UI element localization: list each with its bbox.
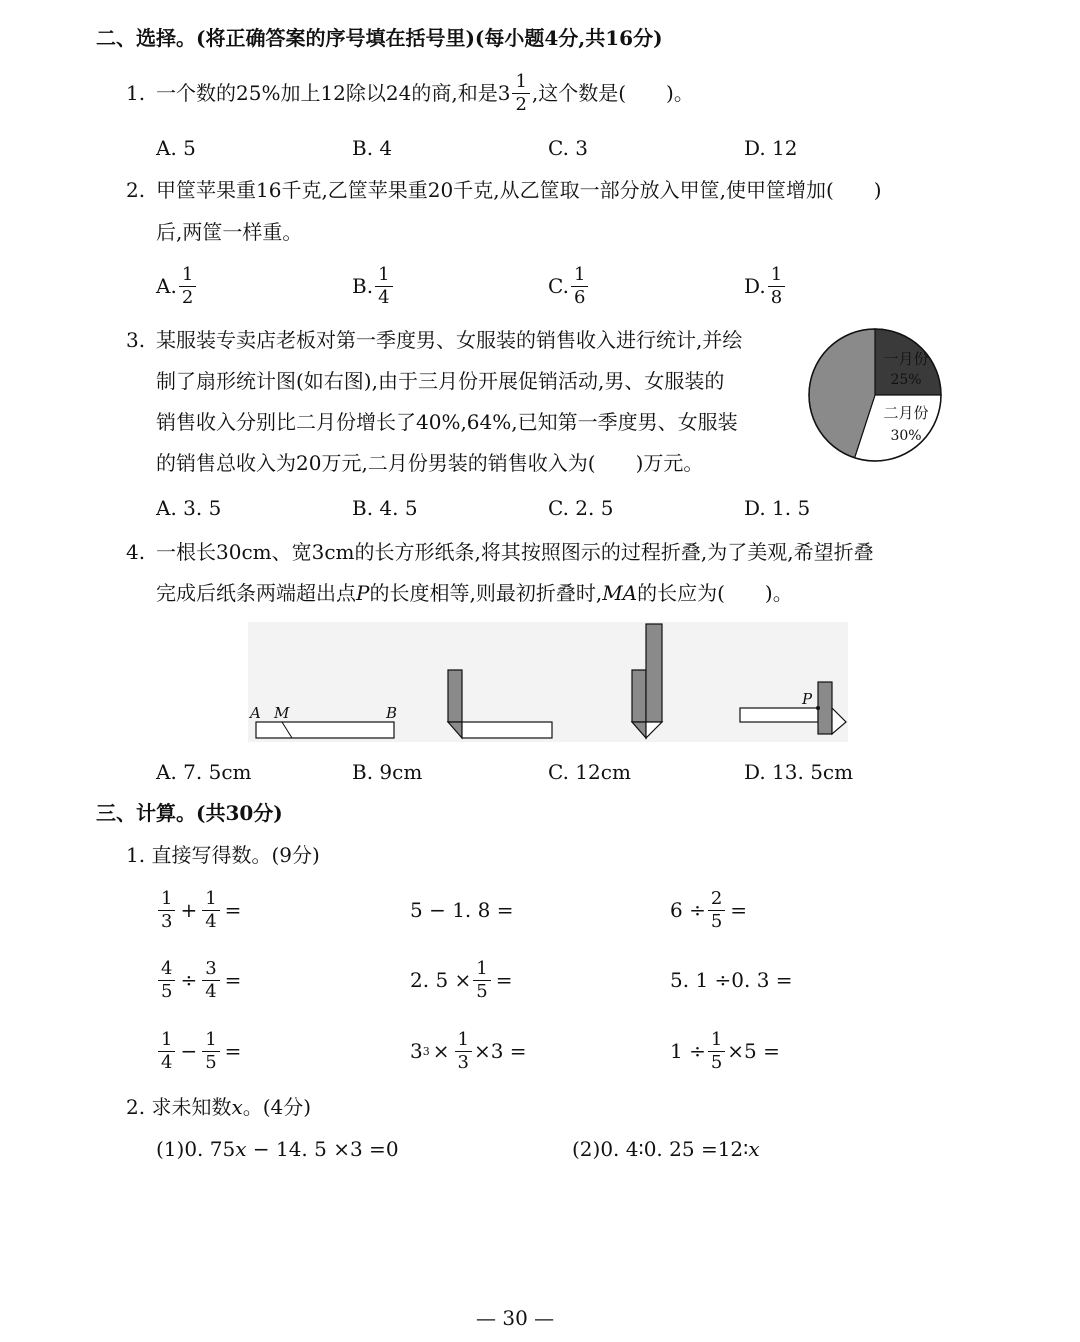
section3-title: 三、计算。(共30分) <box>96 801 283 825</box>
equals-sign: = <box>224 898 242 922</box>
fold-step4-strip <box>740 708 818 722</box>
pie-svg <box>806 326 944 464</box>
q2-option-a-fraction <box>179 263 196 308</box>
fraction <box>708 887 725 932</box>
frac-den: 4 <box>205 910 217 932</box>
q4-option-a: A. 7. 5cm <box>156 760 252 784</box>
calc-r1c2: 5 − 1. 8 = <box>410 898 514 922</box>
q3-option-d: D. 1. 5 <box>744 496 811 520</box>
q3-line1: 某服装专卖店老板对第一季度男、女服装的销售收入进行统计,并绘 <box>156 328 743 352</box>
q3-option-a: A. 3. 5 <box>156 496 222 520</box>
calc-r2c2-a: 2. 5 × <box>410 968 472 992</box>
q1-frac-num: 1 <box>512 73 529 94</box>
frac-den: 5 <box>161 980 173 1002</box>
frac-num: 4 <box>158 960 175 981</box>
equals-sign: = <box>495 968 513 992</box>
fold-step3-left <box>632 670 646 722</box>
frac-num: 2 <box>708 890 725 911</box>
calc-r2c3: 5. 1 ÷0. 3 = <box>670 968 793 992</box>
pie-percent-jan: 25% <box>890 372 922 388</box>
fraction <box>158 1028 175 1073</box>
frac-den: 5 <box>476 980 488 1002</box>
unknown-x: x <box>231 1095 243 1119</box>
calc-r3c3 <box>670 1027 780 1075</box>
fraction <box>708 1028 725 1073</box>
q2-option-b-label: B. <box>352 274 374 298</box>
q3-line2: 制了扇形统计图(如右图),由于三月份开展促销活动,男、女服装的 <box>156 369 725 393</box>
calc-r3c3-tail: ×5 = <box>727 1039 780 1063</box>
equals-sign: = <box>730 898 748 922</box>
frac-den: 3 <box>161 910 173 932</box>
q2-option-c <box>548 262 590 310</box>
equals-sign: = <box>224 1039 242 1063</box>
page-number: — 30 — <box>476 1306 555 1330</box>
fold-step1-strip <box>256 722 394 738</box>
q1-option-d: D. 12 <box>744 136 798 160</box>
q1-option-b: B. 4 <box>352 136 393 160</box>
q4-point-p: P <box>356 581 370 605</box>
frac-den: 8 <box>770 286 783 308</box>
frac-num: 1 <box>202 1031 219 1052</box>
section3-sub2 <box>126 1097 311 1117</box>
calc-r3c3-a: 1 ÷ <box>670 1039 706 1063</box>
frac-num: 1 <box>768 266 785 287</box>
q2-option-b-fraction <box>375 263 392 308</box>
frac-den: 3 <box>457 1051 469 1073</box>
fold-svg <box>248 622 848 742</box>
frac-num: 1 <box>455 1031 472 1052</box>
fraction <box>473 957 490 1002</box>
frac-den: 4 <box>378 286 390 308</box>
fold-label-a: A <box>250 704 261 722</box>
q1-text-a: 一个数的25%加上12除以24的商,和是3 <box>156 81 511 105</box>
q4-option-d: D. 13. 5cm <box>744 760 854 784</box>
q1-option-c: C. 3 <box>548 136 589 160</box>
section2-title: 二、选择。(将正确答案的序号填在括号里)(每小题4分,共16分) <box>96 26 663 50</box>
q3-option-c: C. 2. 5 <box>548 496 614 520</box>
calc-r1c3-a: 6 ÷ <box>670 898 706 922</box>
fold-step2-vertical <box>448 670 462 722</box>
q2-option-d <box>744 262 787 310</box>
times-sign: × <box>432 1039 450 1063</box>
calc-r1c3 <box>670 886 750 934</box>
fraction <box>158 957 175 1002</box>
equals-sign: = <box>224 968 242 992</box>
fold-label-p: P <box>802 690 813 708</box>
pie-label-jan: 一月份 <box>883 350 929 368</box>
q4-line2 <box>156 583 793 603</box>
frac-num: 1 <box>158 890 175 911</box>
fraction <box>158 887 175 932</box>
section3-sub2-b: 。(4分) <box>242 1095 312 1119</box>
q3-line4: 的销售总收入为20万元,二月份男装的销售收入为( )万元。 <box>156 451 704 475</box>
q1-mixed-fraction <box>512 70 529 115</box>
frac-den: 5 <box>205 1051 217 1073</box>
q2-option-d-fraction <box>768 263 785 308</box>
fold-label-b: B <box>386 704 398 722</box>
fold-step2-corner <box>448 722 462 738</box>
fraction <box>202 957 219 1002</box>
q4-folding-figure <box>248 622 848 742</box>
frac-den: 5 <box>710 1051 723 1073</box>
q3-number: 3. <box>126 328 146 352</box>
frac-den: 5 <box>710 910 723 932</box>
equation-1-x: x <box>235 1137 247 1161</box>
calc-r3c1 <box>156 1027 244 1075</box>
fold-point-p <box>816 706 820 710</box>
q1-option-a: A. 5 <box>156 136 196 160</box>
frac-num: 1 <box>708 1031 725 1052</box>
q4-segment-ma: MA <box>602 581 638 605</box>
frac-den: 2 <box>181 286 194 308</box>
q4-line2-c: 的长应为( )。 <box>637 581 793 605</box>
fold-label-m: M <box>274 704 290 722</box>
equation-1 <box>156 1139 399 1159</box>
calc-r3c2-tail: ×3 = <box>473 1039 527 1063</box>
frac-num: 1 <box>158 1031 175 1052</box>
frac-num: 1 <box>179 266 196 287</box>
section3-sub1: 1. 直接写得数。(9分) <box>126 843 320 867</box>
q4-line2-b: 的长度相等,则最初折叠时, <box>369 581 603 605</box>
q2-option-c-fraction <box>571 263 588 308</box>
fold-step4-upright <box>818 682 832 734</box>
q3-line3: 销售收入分别比二月份增长了40%,64%,已知第一季度男、女服装 <box>156 410 738 434</box>
q4-line2-a: 完成后纸条两端超出点 <box>156 581 356 605</box>
q1-frac-den: 2 <box>515 93 527 115</box>
fraction <box>202 1028 219 1073</box>
fold-step3-right <box>646 624 662 722</box>
q2-option-c-label: C. <box>548 274 569 298</box>
calc-r3c2-exp: 3 <box>422 1044 430 1058</box>
frac-den: 6 <box>573 286 586 308</box>
fold-step4-tip <box>832 708 846 734</box>
fraction <box>202 887 219 932</box>
section3-sub2-a: 2. 求未知数 <box>126 1095 232 1119</box>
frac-num: 1 <box>202 890 219 911</box>
equation-2-a: (2)0. 4∶0. 25 =12∶ <box>572 1137 749 1161</box>
divide-sign: ÷ <box>180 968 198 992</box>
equation-1-b: − 14. 5 ×3 =0 <box>246 1137 399 1161</box>
q4-number: 4. <box>126 540 146 564</box>
minus-sign: − <box>180 1039 198 1063</box>
q2-number: 2. <box>126 178 146 202</box>
equation-2 <box>572 1139 760 1159</box>
equation-2-x: x <box>748 1137 760 1161</box>
q3-pie-chart <box>806 326 944 464</box>
q3-option-b: B. 4. 5 <box>352 496 418 520</box>
fold-step3-flap <box>646 722 662 738</box>
q2-option-a <box>156 262 198 310</box>
q2-option-b <box>352 262 395 310</box>
fold-step3-corner <box>632 722 646 738</box>
q2-option-a-label: A. <box>156 274 177 298</box>
q1-stem <box>156 72 694 114</box>
plus-sign: + <box>180 898 198 922</box>
calc-r3c2-base: 3 <box>410 1039 423 1063</box>
calc-r3c2 <box>410 1027 527 1075</box>
q2-line1: 甲筐苹果重16千克,乙筐苹果重20千克,从乙筐取一部分放入甲筐,使甲筐增加( ) <box>156 178 882 202</box>
q4-line1: 一根长30cm、宽3cm的长方形纸条,将其按照图示的过程折叠,为了美观,希望折叠 <box>156 540 874 564</box>
frac-den: 4 <box>161 1051 173 1073</box>
fold-step2-horizontal <box>462 722 552 738</box>
q1-number: 1. <box>126 81 146 105</box>
calc-r2c1 <box>156 956 244 1004</box>
frac-num: 3 <box>202 960 219 981</box>
pie-label-feb: 二月份 <box>883 404 929 422</box>
frac-num: 1 <box>473 960 490 981</box>
q4-option-b: B. 9cm <box>352 760 423 784</box>
q1-text-b: ,这个数是( )。 <box>531 81 694 105</box>
equation-1-a: (1)0. 75 <box>156 1137 236 1161</box>
q4-option-c: C. 12cm <box>548 760 631 784</box>
frac-num: 1 <box>571 266 588 287</box>
pie-percent-feb: 30% <box>890 428 922 444</box>
frac-den: 4 <box>205 980 217 1002</box>
frac-num: 1 <box>375 266 392 287</box>
fraction <box>455 1028 472 1073</box>
q2-line2: 后,两筐一样重。 <box>156 220 303 244</box>
calc-r1c1 <box>156 886 244 934</box>
calc-r2c2 <box>410 956 516 1004</box>
q2-option-d-label: D. <box>744 274 766 298</box>
